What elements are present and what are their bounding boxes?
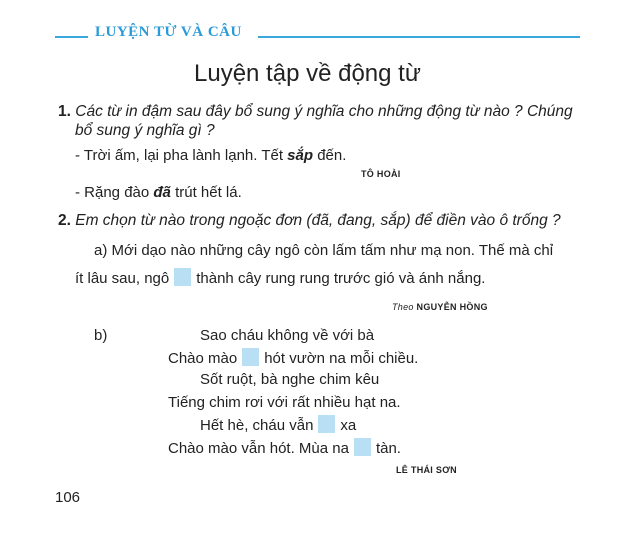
section-label: LUYỆN TỪ VÀ CÂU (95, 24, 242, 40)
poem-line-5 (200, 415, 356, 434)
part-a-line2-end: thành cây rung rung trước gió và ánh nắng. (196, 270, 486, 287)
part-a-line2-start: ít lâu sau, ngô (75, 270, 170, 287)
question-1-number: 1. (58, 103, 71, 120)
poem-line-2 (168, 348, 418, 367)
header-rule-right (258, 36, 580, 38)
blank-box-b3[interactable] (354, 438, 371, 456)
example-1-source: TÔ HOÀI (361, 169, 401, 179)
question-2 (58, 212, 561, 230)
question-1 (58, 103, 573, 121)
question-1-text-line1: Các từ in đậm sau đây bổ sung ý nghĩa cho những động từ nào ? Chúng (75, 103, 573, 120)
question-1-line2 (75, 122, 215, 140)
header-rule-left (55, 36, 88, 38)
blank-box-a[interactable] (174, 268, 191, 286)
poem-line-1: Sao cháu không về với bà (200, 327, 375, 344)
poem-line-2-end: hót vườn na mỗi chiều. (264, 350, 419, 367)
poem-line-6 (168, 438, 401, 457)
example-1-text: - Trời ấm, lại pha lành lạnh. Tết (75, 147, 288, 164)
poem-line-4: Tiếng chim rơi với rất nhiều hạt na. (168, 394, 401, 411)
blank-box-b1[interactable] (242, 348, 259, 366)
example-2-bold-word: đã (153, 184, 171, 201)
question-2-text: Em chọn từ nào trong ngoặc đơn (đã, đang, sắp) để điền vào ô trống ? (75, 212, 561, 229)
example-2-end: trút hết lá. (170, 184, 242, 201)
page-number: 106 (55, 489, 81, 506)
poem-line-3: Sốt ruột, bà nghe chim kêu (200, 371, 380, 388)
poem-line-5-start: Hết hè, cháu vẫn (200, 417, 314, 434)
example-1-bold-word: sắp (287, 147, 314, 164)
part-b-label: b) (94, 327, 108, 344)
poem-line-6-start: Chào mào vẫn hót. Mùa na (168, 440, 349, 457)
example-2 (75, 184, 242, 201)
part-a-line1: a) Mới dạo nào những cây ngô còn lấm tấm như mạ non. Thế mà chỉ (94, 242, 554, 259)
example-1 (75, 147, 346, 164)
page-title: Luyện tập về động từ (194, 60, 421, 87)
part-b-source: LÊ THÁI SƠN (396, 465, 457, 475)
question-1-text-line2: bổ sung ý nghĩa gì ? (75, 122, 215, 139)
example-1-end: đến. (313, 147, 347, 164)
part-a-source-author: NGUYỄN HỒNG (416, 302, 488, 312)
poem-line-2-start: Chào mào (168, 350, 238, 367)
poem-line-6-end: tàn. (375, 440, 401, 457)
part-a-line2 (75, 268, 485, 287)
question-2-number: 2. (58, 212, 71, 229)
part-a-source-prefix: Theo (392, 302, 414, 312)
blank-box-b2[interactable] (318, 415, 335, 433)
part-a-source (392, 302, 488, 312)
example-2-text: - Rặng đào (75, 184, 154, 201)
poem-line-5-end: xa (340, 417, 357, 434)
